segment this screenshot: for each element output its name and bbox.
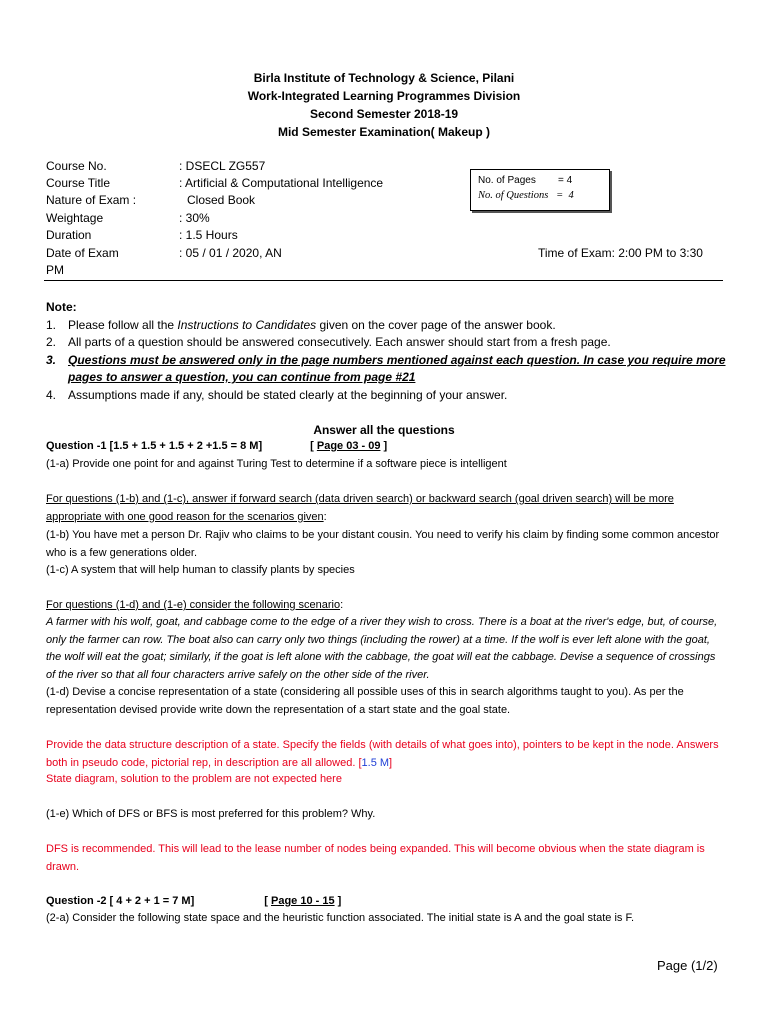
pages-count: No. of Pages = 4 [478, 175, 573, 186]
nature-value: Closed Book [187, 193, 256, 207]
header-divider [44, 280, 723, 281]
weightage-value: : 30% [179, 211, 210, 225]
question-2-heading: Question -2 [ 4 + 2 + 1 = 7 M] [ Page 10 - 15 ] [46, 895, 342, 907]
question-1-heading: Question -1 [1.5 + 1.5 + 1.5 + 2 +1.5 = 8 M] [ Page 03 - 09 ] [46, 440, 388, 452]
question-1d-answer-note: State diagram, solution to the problem are not expected here [46, 773, 342, 785]
course-no-value: : DSECL ZG557 [179, 159, 266, 173]
exam-title: Mid Semester Examination( Makeup ) [277, 125, 491, 139]
question-1e: (1-e) Which of DFS or BFS is most preferred for this problem? Why. [46, 808, 376, 820]
division-name: Work-Integrated Learning Programmes Division [247, 89, 521, 103]
course-title-value: : Artificial & Computational Intelligence [179, 176, 384, 190]
nature-label: Nature of Exam : [46, 193, 137, 207]
question-1bc-intro: For questions (1-b) and (1-c), answer if forward search (data driven search) or backward search (goal driven search) will be more appropriate with one good reason for the scenarios given: [46, 493, 674, 523]
course-no-label: Course No. [46, 159, 107, 173]
question-1d: (1-d) Devise a concise representation of a state (considering all possible uses of this in search algorithms taught to you). As per the representation devised provide write down the representation of a start state and the goal state. [46, 686, 684, 716]
page-number: Page (1/2) [657, 958, 718, 973]
date-label: Date of Exam [46, 246, 119, 260]
time-of-exam: Time of Exam: 2:00 PM to 3:30 [538, 246, 703, 260]
question-1a: (1-a) Provide one point for and against Turing Test to determine if a software piece is intelligent [46, 458, 507, 470]
question-1c: (1-c) A system that will help human to classify plants by species [46, 564, 355, 576]
duration-label: Duration [46, 228, 92, 242]
weightage-label: Weightage [46, 211, 104, 225]
exam-page: Birla Institute of Technology & Science, Pilani Work-Integrated Learning Programmes Division Second Semester 2018-19 Mid Semester Examination( Makeup ) Course No. : DSECL ZG557 Course Title : Artificial & Computational Intelligence Nature of Exam : Closed Book Weightage : 30% Duration : 1.5 Hours Date of Exam : 05 / 01 / 2020, AN Time of Exam: 2:00 PM to 3:30 PM No. of Pages = 4 No. of Questions = 4 Note: 1. Please follow all the Instructions to Candidates given on the cover page of the answer book. 2. All parts of a question should be answered consecutively. Each answer should start from a fresh page. 3. Questions must be answered only in the page numbers mentioned against each question. In case you require more pages to answer a question, you can continue from page #21 4. Assumptions made if any, should be stated clearly at the beginning of your answer. Answer all the questions Question -1 [1.5 + 1.5 + 1.5 + 2 +1.5 = 8 M] [ Page 03 - 09 ] (1-a) Provide one point for and against Turing Test to determine if a software piece is intelligent For questions (1-b) and (1-c), answer if forward search (data driven search) or backward search (goal driven search) will be more appropriate with one good reason for the scenarios given: (1-b) You have met a person Dr. Rajiv who claims to be your distant cousin. You need to verify his claim by finding some common ancestor who is a few generations older. (1-c) A system that will help human to classify plants by species For questions (1-d) and (1-e) consider the following scenario: A farmer with his wolf, goat, and cabbage come to the edge of a river they wish to cross. There is a boat at the river's edge, but, of course, only the farmer can row. The boat also can carry only two things (including the rower) at a time. If the wolf is ever left alone with the goat, the wolf will eat the goat; similarly, if the goat is left alone with the cabbage, the goat will eat the cabbage. Devise a sequence of crossings of the river so that all four characters arrive safely on the other side of the river. (1-d) Devise a concise representation of a state (considering all possible uses of this in search algorithms taught to you). As per the representation devised provide write down the representation of a start state and the goal state. Provide the data structure description of a state. Specify the fields (with details of what goes into), pointers to be kept in the node. Answers both in pseudo code, pictorial rep, in description are all allowed. [1.5 M] State diagram, solution to the problem are not expected here (1-e) Which of DFS or BFS is most preferred for this problem? Why. DFS is recommended. This will lead to the lease number of nodes being expanded. This will become obvious when the state diagram is drawn. Question -2 [ 4 + 2 + 1 = 7 M] [ Page 10 - 15 ] (2-a) Consider the following state space and the heuristic function associated. The initial state is A and the goal state is F. Page (1/2) [0, 0, 768, 1024]
note-title: Note: [46, 300, 77, 314]
questions-count: No. of Questions = 4 [478, 190, 574, 201]
question-1b: (1-b) You have met a person Dr. Rajiv who claims to be your distant cousin. You need to verify his claim by finding some common ancestor who is a few generations older. [46, 529, 720, 559]
question-2a: (2-a) Consider the following state space and the heuristic function associated. The initial state is A and the goal state is F. [46, 912, 635, 924]
question-1e-answer: DFS is recommended. This will lead to the lease number of nodes being expanded. This will become obvious when the state diagram is drawn. [46, 843, 705, 873]
course-title-label: Course Title [46, 176, 111, 190]
date-value: : 05 / 01 / 2020, AN [179, 246, 282, 260]
duration-value: : 1.5 Hours [179, 228, 238, 242]
river-scenario: A farmer with his wolf, goat, and cabbage come to the edge of a river they wish to cross. There is a boat at the river's edge, but, of course, only the farmer can row. The boat also can carry only two things (including the rower) at a time. If the wolf is ever left alone with the goat, the wolf will eat the goat; similarly, if the goat is left alone with the cabbage, the goat will eat the cabbage. Devise a sequence of crossings of the river so that all four characters arrive safely on the other side of the river. [46, 616, 718, 681]
question-1d-answer: Provide the data structure description of a state. Specify the fields (with details of what goes into), pointers to be kept in the node. Answers both in pseudo code, pictorial rep, in description are all allowed. [1.5 M] [46, 739, 719, 769]
question-1de-intro: For questions (1-d) and (1-e) consider the following scenario: [46, 599, 344, 611]
time-of-exam-cont: PM [46, 263, 64, 277]
answer-all-heading: Answer all the questions [313, 423, 455, 437]
institute-name: Birla Institute of Technology & Science, Pilani [253, 71, 515, 85]
semester: Second Semester 2018-19 [309, 107, 459, 121]
info-box [470, 169, 610, 211]
